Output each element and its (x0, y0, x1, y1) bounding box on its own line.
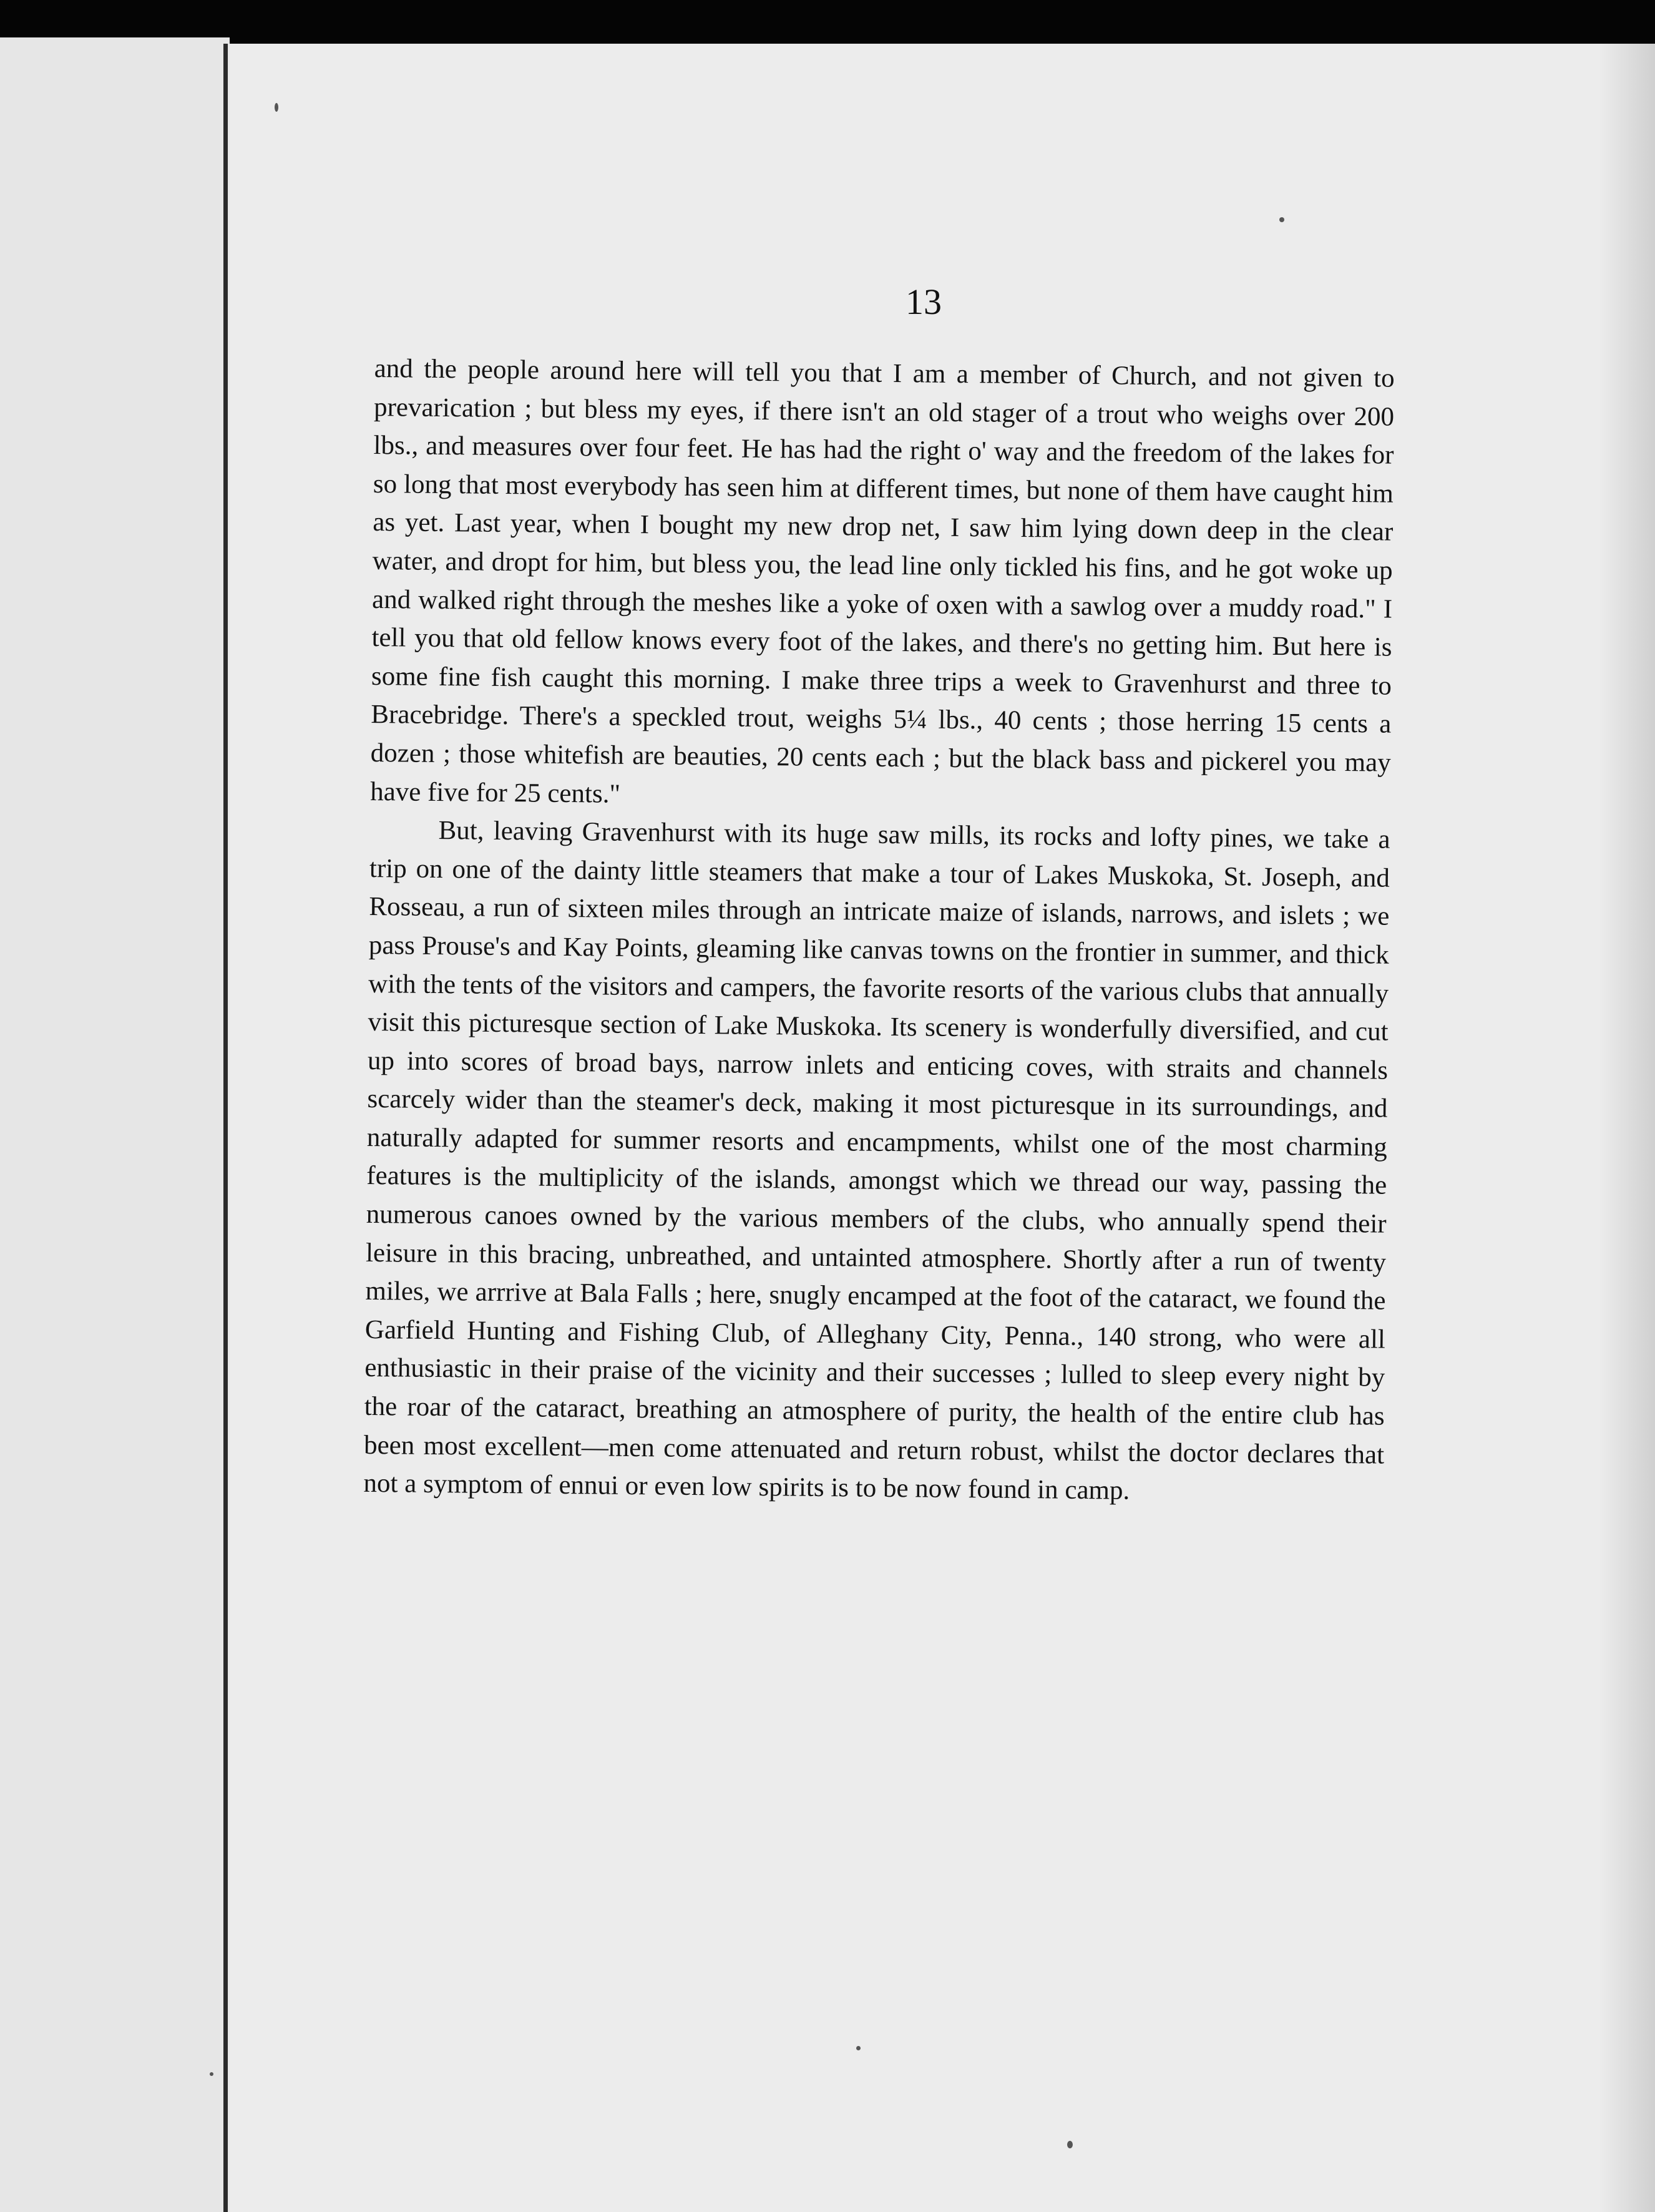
facing-page-edge (0, 37, 230, 2212)
scan-speck (275, 103, 278, 112)
page-number: 13 (906, 281, 942, 322)
scan-speck (856, 2046, 861, 2050)
scan-speck (210, 2072, 213, 2076)
scan-top-border (0, 0, 1655, 44)
scan-speck (1067, 2141, 1073, 2148)
paragraph: But, leaving Gravenhurst with its huge saw mills, its rocks and lofty pines, we take a trip on one of the dainty little steamers that make a tour of Lakes Muskoka, St. Joseph, and Rosseau, a run of sixteen miles through an intricate maize of islands, narrows, and islets ; we pass Prouse's and Kay Points, gleaming like canvas towns on the frontier in summer, and thick with the tents of the visitors and campers, the favorite resorts of the various clubs that annually visit this picturesque section of Lake Muskoka. Its scenery is wonderfully diversified, and cut up into scores of broad bays, narrow inlets and enticing coves, with straits and channels scarcely wider than the steamer's deck, making it most picturesque in its surroundings, and naturally adapted for summer resorts and encampments, whilst one of the most charming features is the multiplicity of the islands, amongst which we thread our way, passing the numerous canoes owned by the various members of the clubs, who annually spend their leisure in this bracing, unbreathed, and untainted atmosphere. Shortly after a run of twenty miles, we arrrive at Bala Falls ; here, snugly encamped at the foot of the cataract, we found the Garfield Hunting and Fishing Club, of Alleghany City, Penna., 140 strong, who were all enthusiastic in their praise of the vicinity and their successes ; lulled to sleep every night by the roar of the cataract, breathing an atmosphere of purity, the health of the entire club has been most excellent—men come attenuated and return robust, whilst the doctor declares that not a symptom of ennui or even low spirits is to be now found in camp. (363, 816, 1390, 1505)
scan-speck (1279, 217, 1284, 222)
body-text (363, 350, 1395, 1512)
paragraph: and the people around here will tell you that I am a member of Church, and not given to prevarication ; but bless my eyes, if there isn't an old stager of a trout who weighs over 200 lbs., and measures over four feet. He has had the right o' way and the freedom of the lakes for so long that most everybody has seen him at different times, but none of them have caught him as yet. Last year, when I bought my new drop net, I saw him lying down deep in the clear water, and dropt for him, but bless you, the lead line only tickled his fins, and he got woke up and walked right through the meshes like a yoke of oxen with a sawlog over a muddy road." I tell you that old fellow knows every foot of the lakes, and there's no getting him. But here is some fine fish caught this morning. I make three trips a week to Gravenhurst and three to Bracebridge. There's a speckled trout, weighs 5¼ lbs., 40 cents ; those herring 15 cents a dozen ; those whitefish are beauties, 20 cents each ; but the black bass and pickerel you may have five for 25 cents." (369, 353, 1395, 809)
page-gutter-line (223, 44, 228, 2212)
page-edge-shadow (1599, 44, 1655, 2212)
